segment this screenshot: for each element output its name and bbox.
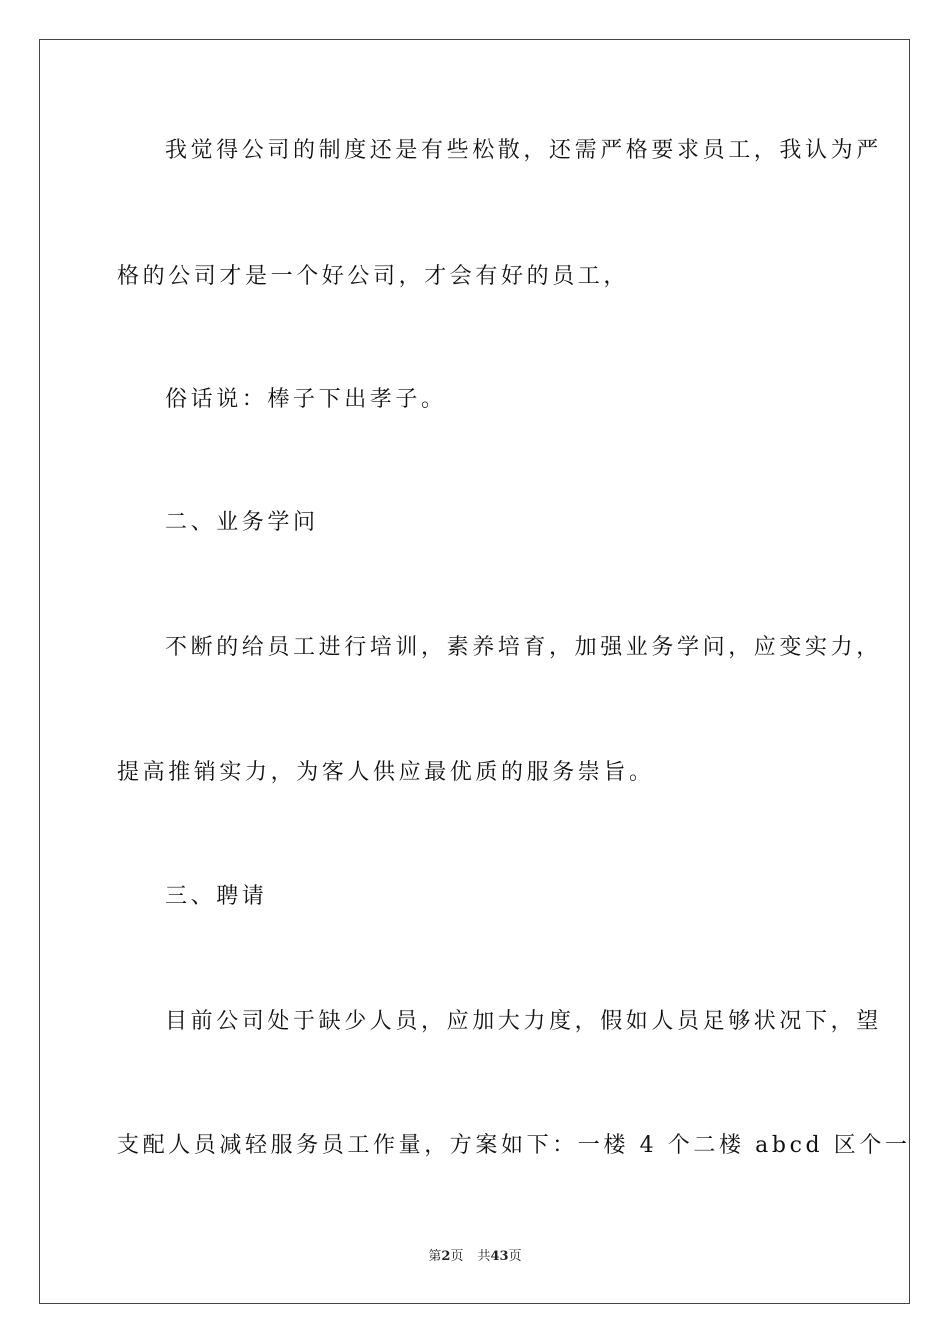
page-suffix: 页 — [450, 1249, 464, 1264]
total-prefix: 共 — [477, 1249, 491, 1264]
section-heading: 三、聘请 — [165, 884, 268, 909]
section-heading: 二、业务学问 — [165, 510, 319, 535]
page-prefix: 第 — [428, 1249, 442, 1264]
paragraph-line: 我觉得公司的制度还是有些松散，还需严格要求员工，我认为严 — [165, 138, 882, 163]
paragraph-line: 俗话说：棒子下出孝子。 — [165, 387, 447, 412]
paragraph-line: 目前公司处于缺少人员，应加大力度，假如人员足够状况下，望 — [165, 1009, 882, 1034]
page-footer — [0, 1248, 950, 1266]
page-border — [39, 39, 910, 1304]
total-pages: 43 — [490, 1249, 509, 1264]
paragraph-line: 不断的给员工进行培训，素养培育，加强业务学问，应变实力， — [165, 635, 882, 660]
page-number: 2 — [441, 1249, 451, 1264]
paragraph-line: 提高推销实力，为客人供应最优质的服务崇旨。 — [117, 760, 655, 785]
paragraph-line: 支配人员减轻服务员工作量，方案如下：一楼 4 个二楼 abcd 区个一 — [117, 1133, 911, 1158]
paragraph-line: 格的公司才是一个好公司，才会有好的员工， — [117, 264, 630, 289]
total-suffix: 页 — [508, 1249, 522, 1264]
